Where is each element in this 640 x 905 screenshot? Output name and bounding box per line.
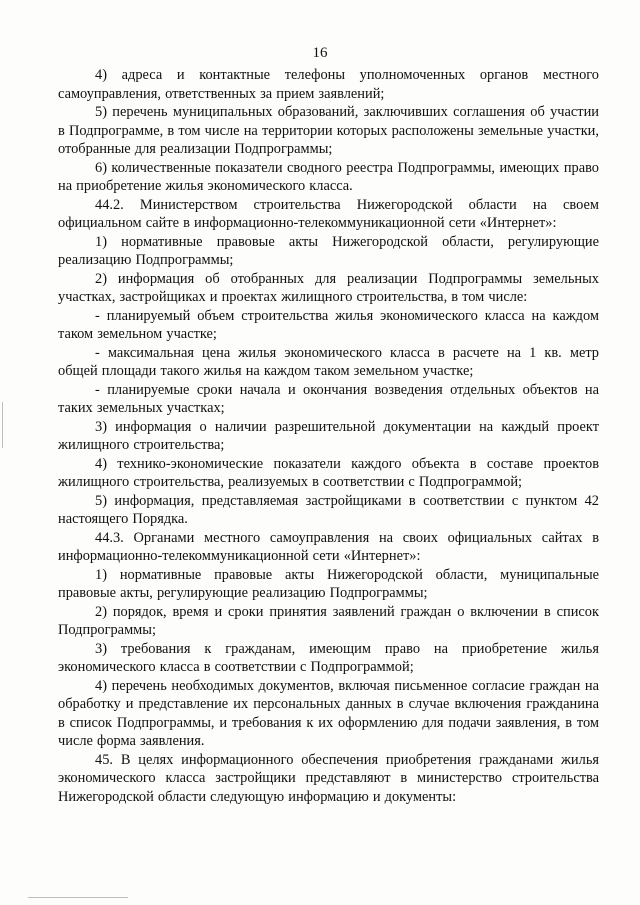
paragraph-44-3-item-3: 3) требования к гражданам, имеющим право на приобретение жилья экономического класса в соответствии с Подпрограммой; xyxy=(58,640,599,675)
paragraph-dash-schedule: - планируемые сроки начала и окончания возведения отдельных объектов на таких земельных участках; xyxy=(58,381,599,416)
paragraph-44-2-item-1: 1) нормативные правовые акты Нижегородской области, регулирующие реализацию Подпрограммы; xyxy=(58,233,599,268)
scan-margin-mark xyxy=(2,402,3,448)
paragraph-45: 45. В целях информационного обеспечения приобретения гражданами жилья экономического класса застройщики представляют в министерство строительства Нижегородской области следующую информацию и документы: xyxy=(58,751,599,805)
paragraph-44-2: 44.2. Министерством строительства Нижегородской области на своем официальном сайте в информационно-телекоммуникационной сети «Интернет»: xyxy=(58,196,599,231)
paragraph-44-2-item-3: 3) информация о наличии разрешительной документации на каждый проект жилищного строительства; xyxy=(58,418,599,453)
paragraph-item-5: 5) перечень муниципальных образований, заключивших соглашения об участии в Подпрограмме, в том числе на территории которых расположены земельные участки, отобранные для реализации Подпрограммы; xyxy=(58,104,599,157)
paragraph-dash-max-price: - максимальная цена жилья экономического класса в расчете на 1 кв. метр общей площади такого жилья на каждом таком земельном участке; xyxy=(58,344,599,379)
scan-footer-mark xyxy=(28,897,128,898)
paragraph-44-2-item-4: 4) технико-экономические показатели каждого объекта в составе проектов жилищного строительства, реализуемых в соответствии с Подпрограммой; xyxy=(58,455,599,490)
paragraph-44-3-item-2: 2) порядок, время и сроки принятия заявлений граждан о включении в список Подпрограммы; xyxy=(58,603,599,638)
paragraph-44-2-item-2: 2) информация об отобранных для реализации Подпрограммы земельных участках, застройщиках и проектах жилищного строительства, в том числе: xyxy=(58,270,599,305)
page-number: 16 xyxy=(312,45,328,61)
document-body xyxy=(58,66,599,806)
paragraph-item-6: 6) количественные показатели сводного реестра Подпрограммы, имеющих право на приобретение жилья экономического класса. xyxy=(58,159,599,194)
paragraph-44-3: 44.3. Органами местного самоуправления на своих официальных сайтах в информационно-телекоммуникационной сети «Интернет»: xyxy=(58,529,599,564)
paragraph-44-3-item-4: 4) перечень необходимых документов, включая письменное согласие граждан на обработку и представление их персональных данных в случае включения гражданина в список Подпрограммы, и требования к их оформлению для подачи заявления, в том числе форма заявления. xyxy=(58,677,599,749)
paragraph-44-2-item-5: 5) информация, представляемая застройщиками в соответствии с пунктом 42 настоящего Порядка. xyxy=(58,492,599,527)
paragraph-item-4: 4) адреса и контактные телефоны уполномоченных органов местного самоуправления, ответственных за прием заявлений; xyxy=(58,67,599,102)
paragraph-dash-volume: - планируемый объем строительства жилья экономического класса на каждом таком земельном участке; xyxy=(58,307,599,342)
paragraph-44-3-item-1: 1) нормативные правовые акты Нижегородской области, муниципальные правовые акты, регулирующие реализацию Подпрограммы; xyxy=(58,566,599,601)
